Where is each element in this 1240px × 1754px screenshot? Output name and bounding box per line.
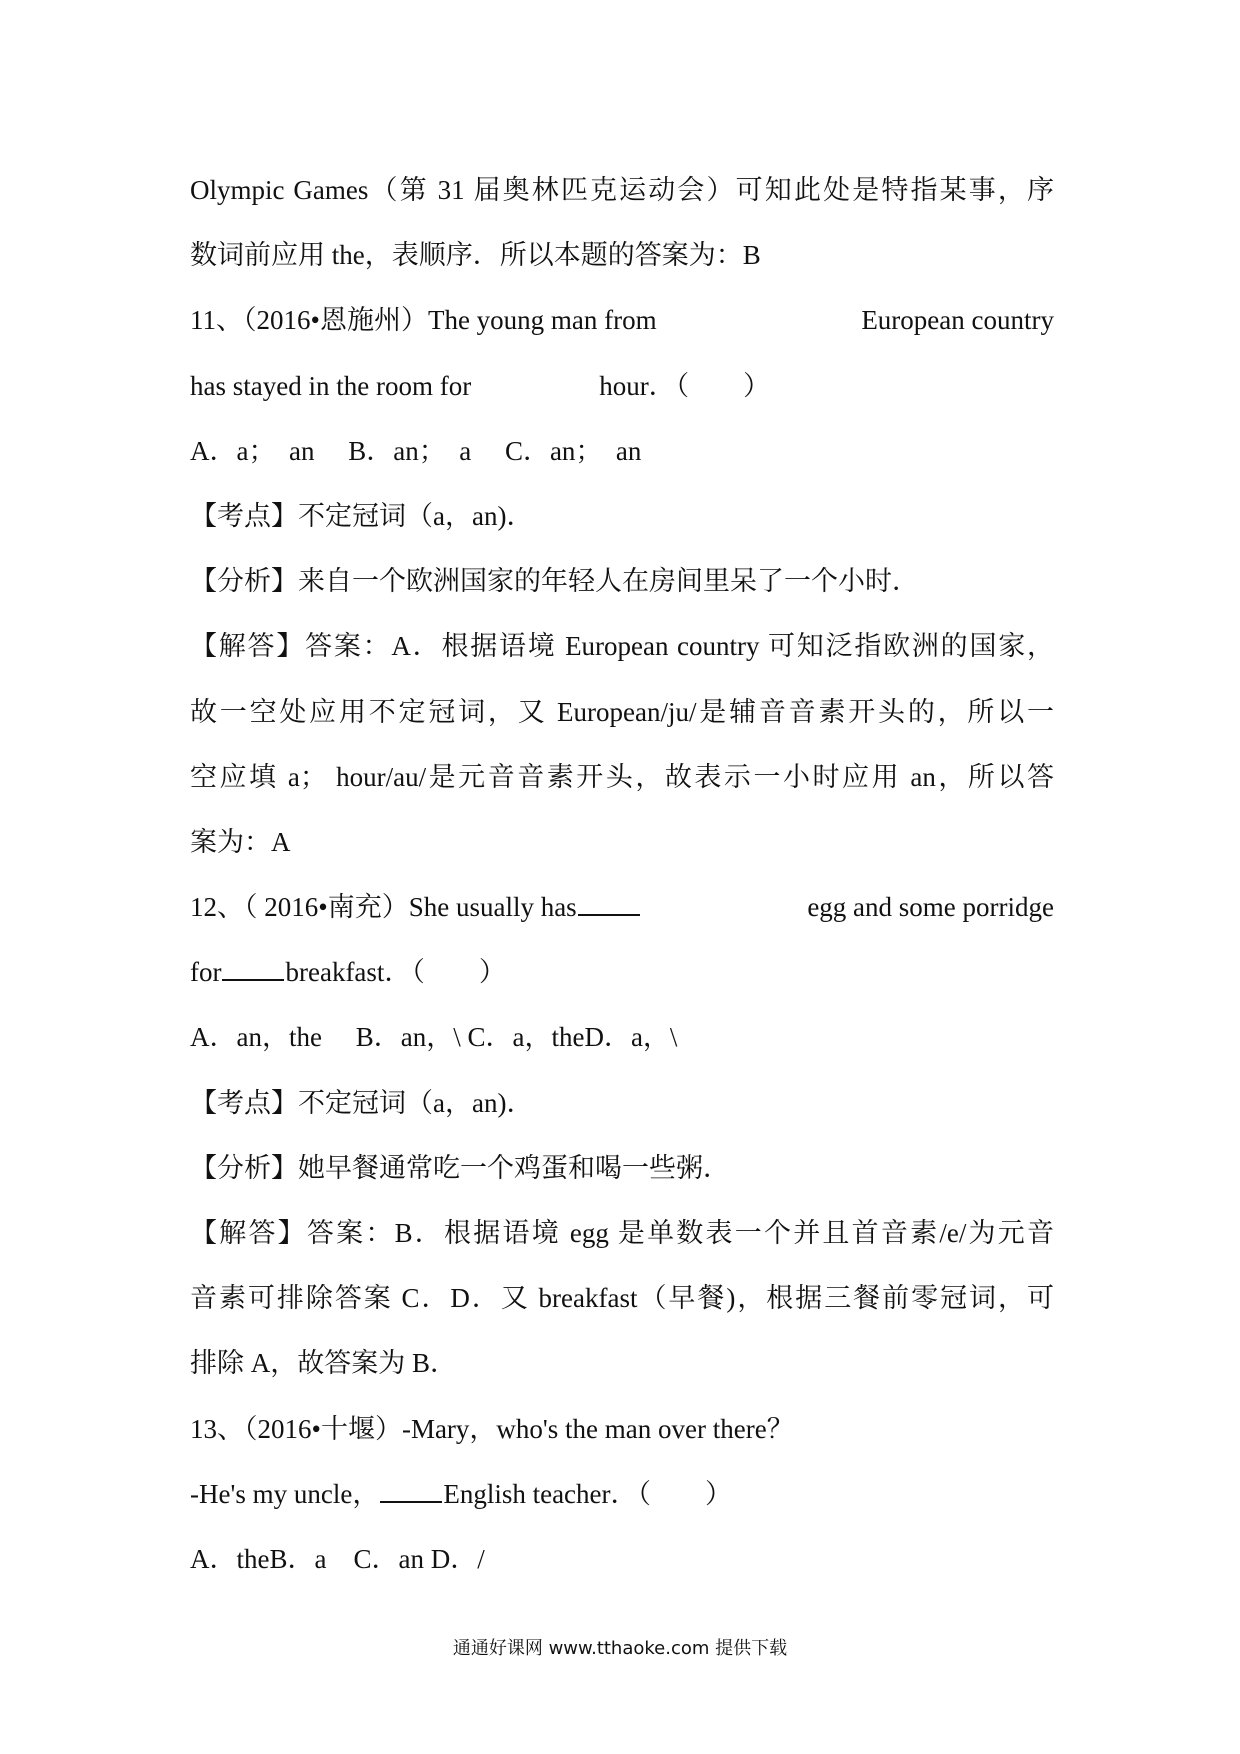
- question-12-part-1: [190, 875, 641, 940]
- question-11-stem-cont: [190, 354, 1054, 419]
- question-13-stem: 13、（2016•十堰）-Mary，who's the man over there？: [190, 1413, 794, 1444]
- question-11-part-1: 11、（2016•恩施州）The young man from: [190, 305, 657, 336]
- question-11-part-2: European country: [861, 305, 1054, 336]
- question-12-jieda: 排除 A，故答案为 B．: [190, 1348, 458, 1379]
- question-12-part-2: egg and some porridge: [807, 892, 1054, 923]
- question-11-fenxi: 【分析】来自一个欧洲国家的年轻人在房间里呆了一个小时．: [190, 566, 919, 597]
- question-11-part-3: has stayed in the room for: [190, 370, 472, 401]
- question-13-stem-cont: [190, 1462, 1054, 1527]
- document-body: [190, 158, 1054, 1592]
- question-12-options: A．an，the B．an，\ C．a，theD．a，\: [190, 1022, 678, 1053]
- question-12-part-3: for: [190, 957, 222, 988]
- answer-blank: [380, 1481, 442, 1503]
- question-11-part-4: hour．（ ）: [599, 370, 771, 401]
- text-line: 数词前应用 the，表顺序．所以本题的答案为：B: [190, 240, 761, 271]
- answer-blank: [222, 959, 284, 981]
- question-12-text: 12、（ 2016•南充）She usually has: [190, 892, 577, 923]
- question-12-kaodian: 【考点】不定冠词（a，an)．: [190, 1087, 534, 1118]
- question-11-jieda: 案为：A: [190, 826, 291, 857]
- question-11-kaodian: 【考点】不定冠词（a，an)．: [190, 500, 534, 531]
- question-13-options: A．theB．a C．an D．/: [190, 1543, 485, 1574]
- question-11-jieda: 【解答】答案：A．根据语境 European country 可知泛指欧洲的国家，: [190, 631, 1054, 662]
- question-13-part-1: -He's my uncle，: [190, 1478, 380, 1509]
- question-11-options: A．a； an B．an； a C．an； an: [190, 435, 642, 466]
- question-12-jieda: 音素可排除答案 C．D．又 breakfast（早餐)，根据三餐前零冠词，可: [190, 1283, 1054, 1314]
- question-12-stem-cont: [190, 940, 1054, 1005]
- question-11-stem: [190, 288, 1054, 353]
- question-12-stem: [190, 875, 1054, 940]
- question-11-jieda: 故一空处应用不定冠词，又 European/ju/是辅音音素开头的，所以一: [190, 696, 1054, 727]
- question-12-jieda: 【解答】答案：B．根据语境 egg 是单数表一个并且首音素/e/为元音: [190, 1218, 1054, 1248]
- page-footer: 通通好课网 www.tthaoke.com 提供下载: [452, 1638, 788, 1659]
- question-11-jieda: 空应填 a； hour/au/是元音音素开头，故表示一小时应用 an，所以答: [190, 761, 1054, 792]
- answer-blank: [578, 894, 640, 916]
- question-12-part-4: breakfast．（ ）: [285, 957, 506, 988]
- question-12-fenxi: 【分析】她早餐通常吃一个鸡蛋和喝一些粥．: [190, 1152, 730, 1183]
- text-line: Olympic Games（第 31 届奥林匹克运动会）可知此处是特指某事，序: [190, 175, 1054, 205]
- question-13-part-2: English teacher．（ ）: [443, 1478, 733, 1509]
